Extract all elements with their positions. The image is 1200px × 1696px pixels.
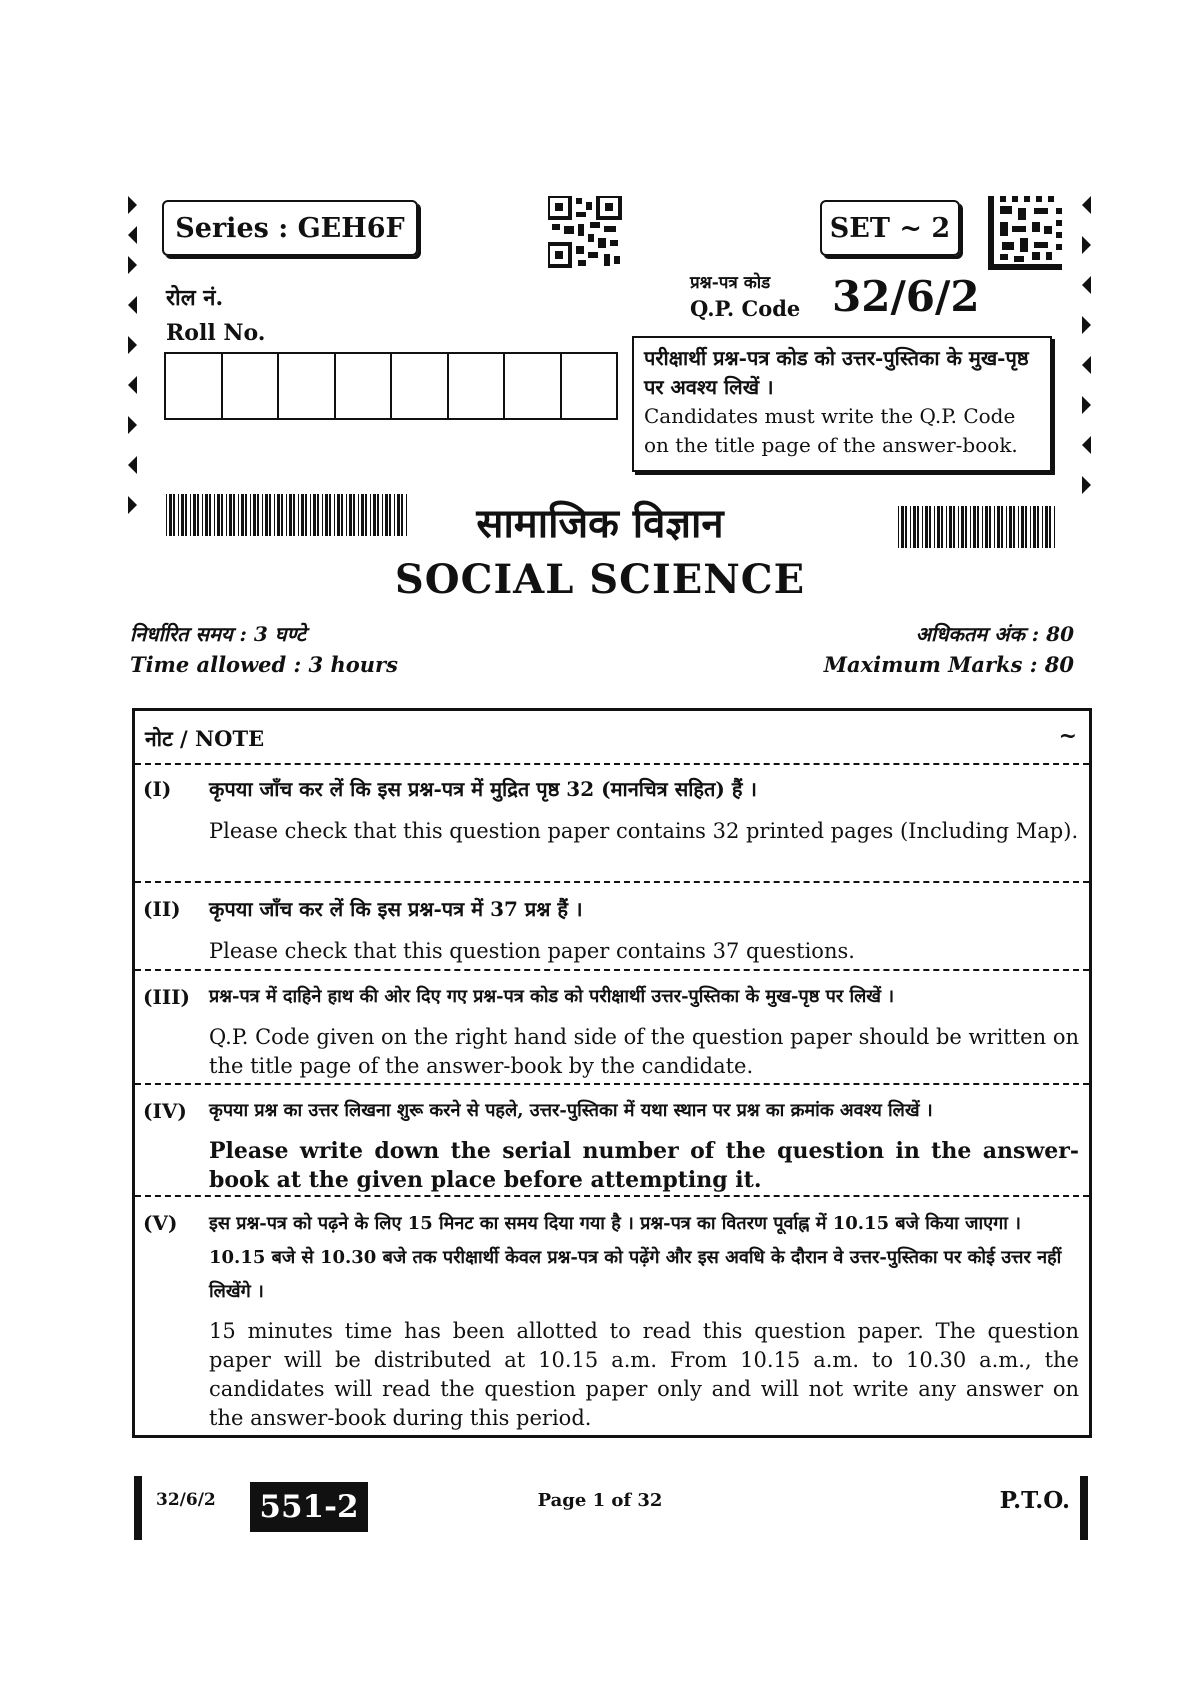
side-mark [128, 336, 137, 354]
roll-number-boxes[interactable] [164, 352, 618, 420]
side-mark [128, 376, 137, 394]
side-mark [128, 196, 137, 214]
note-item-english: Please check that this question paper contains 32 printed pages (Including Map). [209, 819, 1079, 843]
time-allowed-english: Time allowed : 3 hours [130, 652, 398, 677]
note-tilde: ~ [1058, 723, 1077, 749]
subject-title-english: SOCIAL SCIENCE [394, 556, 806, 603]
roll-label-hindi: रोल नं. [166, 285, 224, 311]
note-box [132, 708, 1092, 1438]
footer-badge: 551-2 [250, 1482, 368, 1532]
note-item [135, 1197, 1089, 1437]
roll-digit-box[interactable] [562, 354, 617, 418]
note-item-hindi: कृपया प्रश्न का उत्तर लिखना शुरू करने से पहले, उत्तर-पुस्तिका में यथा स्थान पर प्रश्न का क्रमांक अवश्य लिखें । [209, 1100, 933, 1121]
qp-code-label-english: Q.P. Code [690, 296, 801, 321]
qp-code-instruction-box [632, 336, 1052, 472]
note-item-english: 15 minutes time has been allotted to read this question paper. The question paper will be distributed at 10.15 a.m. From 10.15 a.m. to 10.30 a.m., the candidates will read the question paper only and will not write any answer on the answer-book during this period. [209, 1319, 1079, 1430]
side-mark [128, 456, 137, 474]
maximum-marks-english: Maximum Marks : 80 [823, 652, 1074, 677]
qr-code-icon [548, 196, 622, 268]
note-item [135, 971, 1089, 1083]
note-item-english: Q.P. Code given on the right hand side of the question paper should be written on the title page of the answer-book by the candidate. [209, 1025, 1079, 1078]
side-mark [1082, 276, 1091, 294]
side-mark [1082, 436, 1091, 454]
series-badge: Series : GEH6F [162, 200, 418, 256]
note-heading: नोट / NOTE [145, 726, 265, 751]
note-item-hindi: इस प्रश्न-पत्र को पढ़ने के लिए 15 मिनट का समय दिया गया है । प्रश्न-पत्र का वितरण पूर्वाह्न में 10.15 बजे किया जाएगा । 10.15 बजे से 10.30 बजे तक परीक्षार्थी केवल प्रश्न-पत्र को पढ़ेंगे और इस अवधि के दौरान वे उत्तर-पुस्तिका पर कोई उत्तर नहीं लिखेंगे । [209, 1213, 1062, 1302]
note-item-number: (III) [143, 985, 190, 1009]
instruction-hindi: परीक्षार्थी प्रश्न-पत्र कोड को उत्तर-पुस्तिका के मुख-पृष्ठ पर अवश्य लिखें । [644, 346, 1029, 399]
side-mark [1082, 236, 1091, 254]
roll-digit-box[interactable] [223, 354, 280, 418]
roll-digit-box[interactable] [336, 354, 393, 418]
roll-digit-box[interactable] [166, 354, 223, 418]
side-mark [128, 416, 137, 434]
side-mark [1082, 196, 1091, 214]
note-item-number: (II) [143, 897, 181, 921]
maximum-marks-hindi: अधिकतम अंक : 80 [915, 622, 1074, 646]
side-mark [128, 226, 137, 244]
note-item [135, 883, 1089, 975]
qp-code: 32/6/2 [832, 272, 980, 321]
footer-qp-code: 32/6/2 [156, 1490, 216, 1510]
set-badge: SET ~ 2 [820, 200, 960, 256]
roll-digit-box[interactable] [449, 354, 506, 418]
side-mark [1082, 396, 1091, 414]
side-mark [1082, 316, 1091, 334]
instruction-english: Candidates must write the Q.P. Code on the title page of the answer-book. [644, 404, 1018, 457]
side-mark [1082, 356, 1091, 374]
note-item-number: (V) [143, 1211, 178, 1235]
side-mark [1082, 476, 1091, 494]
roll-digit-box[interactable] [505, 354, 562, 418]
qp-code-label-hindi: प्रश्न-पत्र कोड [690, 273, 771, 293]
side-mark [128, 296, 137, 314]
roll-digit-box[interactable] [392, 354, 449, 418]
note-item [135, 765, 1089, 887]
page-number: Page 1 of 32 [537, 1490, 663, 1511]
note-item-hindi: कृपया जाँच कर लें कि इस प्रश्न-पत्र में 37 प्रश्न हैं । [209, 897, 583, 921]
note-item-hindi: प्रश्न-पत्र में दाहिने हाथ की ओर दिए गए प्रश्न-पत्र कोड को परीक्षार्थी उत्तर-पुस्तिका के मुख-पृष्ठ पर लिखें । [209, 986, 895, 1007]
note-item-number: (IV) [143, 1099, 187, 1123]
side-mark [128, 256, 137, 274]
subject-title-hindi: सामाजिक विज्ञान [476, 500, 724, 547]
datamatrix-code-icon [988, 196, 1062, 270]
note-item-english: Please write down the serial number of the question in the answer-book at the given place before attempting it. [209, 1138, 1079, 1193]
note-item [135, 1085, 1089, 1195]
note-item-english: Please check that this question paper contains 37 questions. [209, 939, 855, 963]
footer-right-bar [1080, 1476, 1088, 1540]
roll-digit-box[interactable] [279, 354, 336, 418]
pto-label: P.T.O. [999, 1487, 1070, 1514]
time-allowed-hindi: निर्धारित समय : 3 घण्टे [130, 622, 306, 646]
roll-label-english: Roll No. [166, 320, 266, 346]
note-item-hindi: कृपया जाँच कर लें कि इस प्रश्न-पत्र में मुद्रित पृष्ठ 32 (मानचित्र सहित) हैं । [209, 777, 757, 801]
note-item-number: (I) [143, 777, 172, 801]
